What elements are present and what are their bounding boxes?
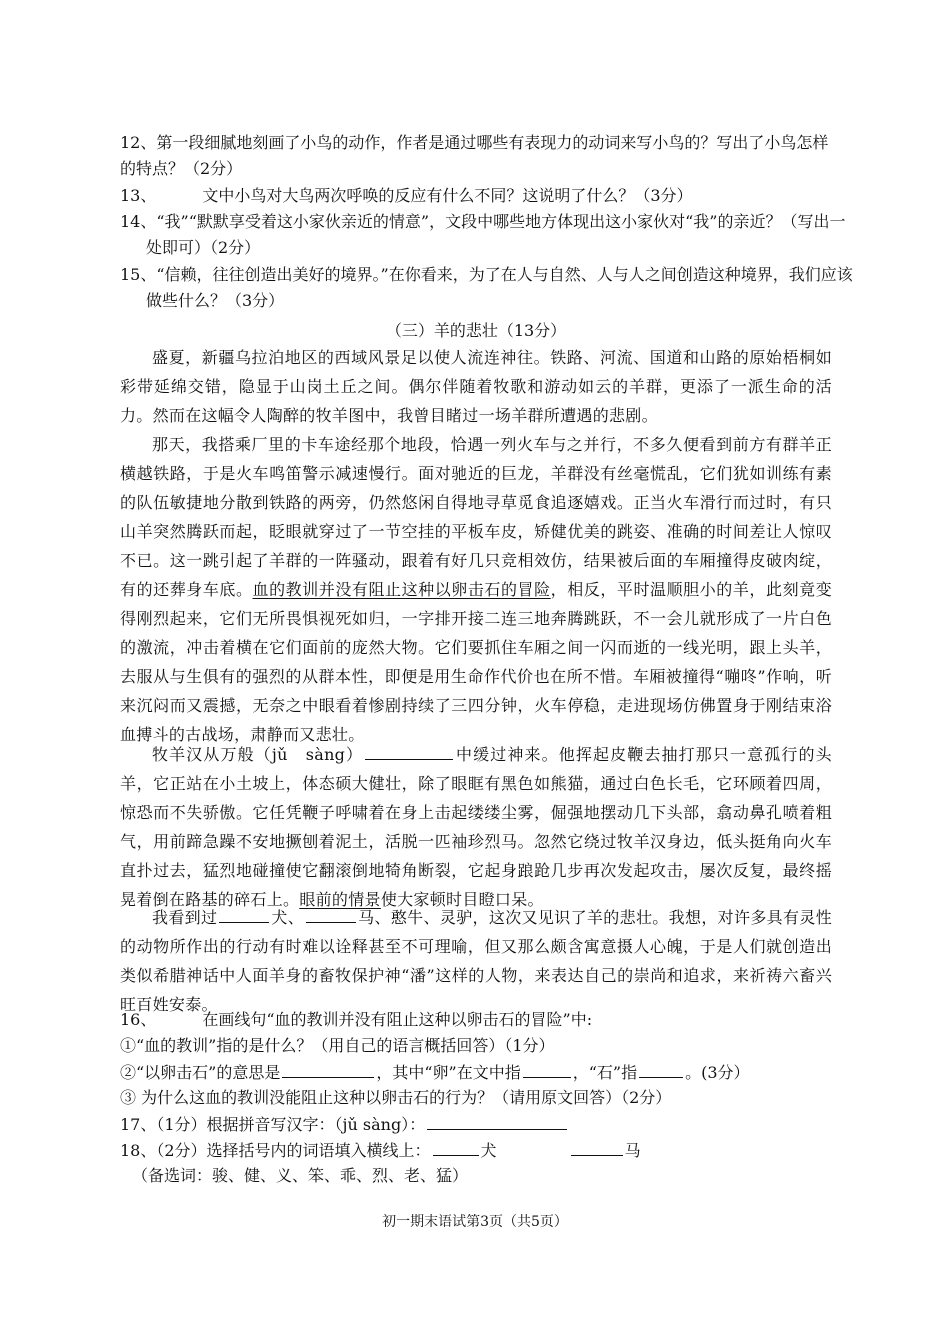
passage-paragraph-3 [120, 740, 832, 914]
pinyin-blank[interactable] [365, 741, 453, 760]
question-12: 12、第一段细腻地刻画了小鸟的动作，作者是通过哪些有表现力的动词来写小鸟的？写出了小鸟怎样的特点？（2分） [120, 133, 829, 178]
stone-blank[interactable] [639, 1059, 683, 1078]
q18-horse-label: 马 [624, 1141, 641, 1160]
question-17 [120, 1111, 832, 1138]
egg-blank[interactable] [523, 1059, 571, 1078]
question-13-number: 13、 [120, 186, 157, 205]
q16-2-text-c: ，“石”指 [572, 1063, 638, 1082]
q18-dog-label: 犬 [480, 1141, 497, 1160]
question-13-text: 文中小鸟对大鸟两次呼唤的反应有什么不同？这说明了什么？（3分） [202, 186, 693, 205]
hanzi-blank[interactable] [427, 1111, 567, 1130]
paragraph-3-text-b: 中缓过神来。他挥起皮鞭去抽打那只一意孤行的头羊，它正站在小土坡上，体态硕大健壮，除了眼眶有黑色如熊猫，通过白色长毛，它环顾着四周，惊恐而不失骄傲。它任凭鞭子呼啸着在身上击起缕缕尘雾，倔强地摆动几下头部，翕动鼻孔喷着粗气，用前蹄急躁不安地撅刨着泥土，活脱一匹袖珍烈马。忽然它绕过牧羊汉身边，低头挺角向火车直扑过去，猛烈地碰撞使它翻滚倒地犄角断裂，它起身踉跄几步再次发起攻击，屡次反复，最终摇晃着倒在路基的碎石上。 [120, 745, 832, 909]
question-14: 14、“我”“默默享受着这小家伙亲近的情意”，文段中哪些地方体现出这小家伙对“我”的亲近？（写出一处即可）（2分） [120, 212, 846, 257]
underlined-sentence: 血的教训并没有阻止这种以卵击石的冒险 [252, 580, 551, 599]
dog-blank[interactable] [219, 904, 269, 923]
paragraph-4-text-b: 犬、 [271, 908, 305, 927]
paragraph-4-text-c: 马、憨牛、灵驴，这次又见识了羊的悲壮。我想，对许多具有灵性的动物所作出的行动有时难以诠释甚至不可理喻，但又那么颇含寓意摄人心魄，于是人们就创造出类似希腊神话中人面羊身的畜牧保护神“潘”这样的人物，来表达自己的崇尚和追求，来祈祷六畜兴旺百姓安泰。 [120, 908, 833, 1014]
q16-2-text-d: 。(3分） [685, 1063, 750, 1082]
q18-horse-blank[interactable] [571, 1137, 623, 1156]
question-16 [120, 1007, 832, 1033]
passage-paragraph-4 [120, 903, 832, 1019]
horse-blank[interactable] [306, 904, 356, 923]
passage-paragraph-1: 盛夏，新疆乌拉泊地区的西域风景足以使人流连神往。铁路、河流、国道和山路的原始梧桐如彩带延绵交错，隐显于山岗土丘之间。偶尔伴随着牧歌和游动如云的羊群，更添了一派生命的活力。然而在这幅令人陶醉的牧羊图中，我曾目睹过一场羊群所遭遇的悲剧。 [120, 348, 832, 425]
meaning-blank[interactable] [282, 1059, 374, 1078]
question-18-text: 18、（2分）选择括号内的词语填入横线上： [120, 1141, 431, 1160]
question-18 [120, 1137, 832, 1164]
q16-2-text-a: ②“以卵击石”的意思是 [120, 1063, 281, 1082]
underlined-phrase: 眼前的情景 [299, 890, 381, 909]
question-16-part-3: ③ 为什么这血的教训没能阻止这种以卵击石的行为？（请用原文回答）（2分） [120, 1088, 672, 1107]
question-13 [120, 183, 832, 209]
page-footer: 初一期末语试第3页（共5页） [382, 1214, 568, 1230]
question-16-part-1: ①“血的教训”指的是什么？（用自己的语言概括回答）（1分） [120, 1036, 555, 1055]
paragraph-3-text-c: 使大家顿时目瞪口呆。 [380, 890, 544, 909]
question-15: 15、“信赖，往往创造出美好的境界。”在你看来，为了在人与自然、人与人之间创造这种境界，我们应该做些什么？（3分） [120, 265, 853, 310]
question-18-options: （备选词：骏、健、义、笨、乖、烈、老、猛） [132, 1166, 469, 1185]
question-16-number: 16、 [120, 1010, 157, 1029]
question-16-text: 在画线句“血的教训并没有阻止这种以卵击石的冒险”中: [202, 1010, 593, 1029]
question-16-part-2 [120, 1059, 832, 1086]
q16-2-text-b: ，其中“卵”在文中指 [376, 1063, 521, 1082]
passage-paragraph-2 [120, 430, 832, 749]
paragraph-2-text-b: ，相反，平时温顺胆小的羊，此刻竟变得刚烈起来，它们无所畏惧视死如归，一字排开接二连三地奔腾跳跃，不一会儿就形成了一片白色的激流，冲击着横在它们面前的庞然大物。它们要抓住车厢之间一闪而逝的一线光明，跟上头羊，去服从与生俱有的强烈的从群本性，即便是用生命作代价也在所不惜。车厢被撞得“嘣咚”作响，听来沉闷而又震撼，无奈之中眼看着惨剧持续了三四分钟，火车停稳，走进现场仿佛置身于刚结束浴血搏斗的古战场，肃静而又悲壮。 [120, 580, 832, 744]
paragraph-4-text-a: 我看到过 [152, 908, 218, 927]
section-title: （三）羊的悲壮（13分） [385, 321, 567, 340]
paragraph-3-text-a: 牧羊汉从万般（jǔ sàng） [152, 745, 364, 764]
question-17-text: 17、（1分）根据拼音写汉字：（jǔ sàng）： [120, 1115, 426, 1134]
paragraph-2-text-a: 那天，我搭乘厂里的卡车途经那个地段，恰遇一列火车与之并行，不多久便看到前方有群羊正横越铁路，于是火车鸣笛警示减速慢行。面对驰近的巨龙，羊群没有丝毫慌乱，它们犹如训练有素的队伍敏捷地分散到铁路的两旁，仍然悠闲自得地寻草觅食追逐嬉戏。正当火车滑行而过时，有只山羊突然腾跃而起，眨眼就穿过了一节空挂的平板车皮，矫健优美的跳姿、准确的时间差让人惊叹不已。这一跳引起了羊群的一阵骚动，跟着有好几只竞相效仿，结果被后面的车厢撞得皮破肉绽，有的还葬身车底。 [120, 435, 832, 599]
q18-dog-blank[interactable] [433, 1137, 479, 1156]
